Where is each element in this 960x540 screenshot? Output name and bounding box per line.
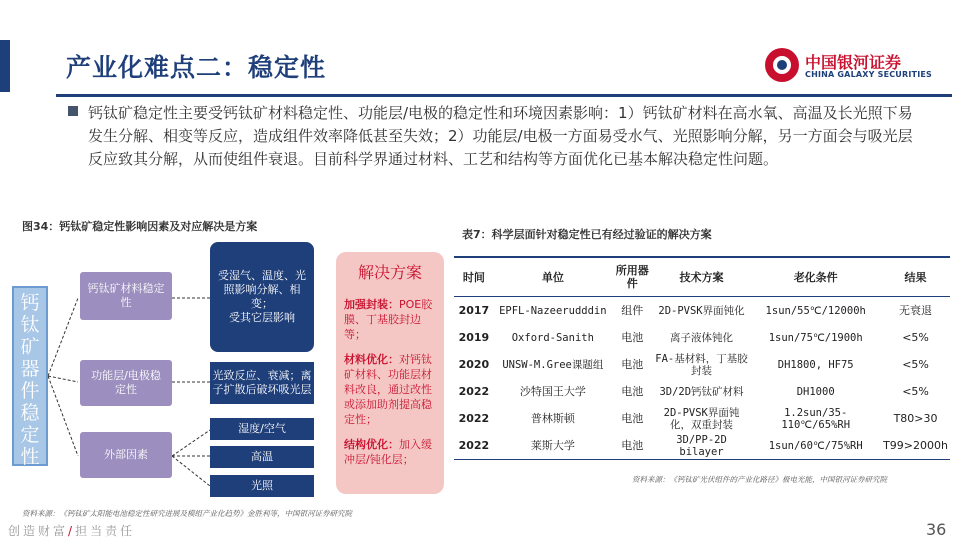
- cell-device: 组件: [621, 303, 644, 317]
- cell-institution: EPFL-Nazeerudddin: [499, 304, 607, 317]
- solution-material: 材料优化：对钙钛矿材料、功能层材料改良，通过改性或添加助剂提高稳定性；: [344, 353, 432, 426]
- cell-device: 电池: [621, 384, 644, 398]
- figure-title: 图34：钙钛矿稳定性影响因素及对应解决是方案: [22, 220, 258, 233]
- col-header-technique: 技术方案: [653, 257, 751, 297]
- cell-result: 无衰退: [899, 303, 933, 317]
- table-row: [454, 324, 950, 351]
- logo-name-cn: 中国银河证券: [805, 53, 902, 72]
- figure-source: 资料来源：《钙钛矿太阳能电池稳定性研究进展及模组产业化趋势》金胜利等，中国银河证券研究院: [22, 509, 352, 518]
- col-header-device: 所用器件: [612, 257, 653, 297]
- intro-paragraph: 钙钛矿稳定性主要受钙钛矿材料稳定性、功能层/电极的稳定性和环境因素影响：1）钙钛矿材料在高水氧、高温及长光照下易发生分解、相变等反应，造成组件效率降低甚至失效；2）功能层/电极一方面易受水气、光照影响分解，另一方面会与吸光层反应致其分解，从而使组件衰退。目前科学界通过材料、工艺和结构等方面优化已基本解决稳定性问题。: [88, 104, 913, 168]
- effect-light: 光照: [210, 475, 314, 497]
- cell-institution: 莱斯大学: [494, 432, 612, 460]
- cell-year: 2022: [454, 432, 494, 460]
- cell-year: 2017: [458, 303, 490, 317]
- cell-technique: 2D-PVSK界面钝化: [658, 304, 745, 317]
- cell-institution: 普林斯顿: [530, 411, 575, 425]
- table-row: [454, 297, 950, 325]
- factor-material-stability: 钙钛矿材料稳定性: [80, 272, 172, 320]
- page-number: 36: [926, 520, 947, 539]
- table-source: 资料来源：《钙钛矿光伏组件的产业化路径》极电光能，中国银河证券研究院: [632, 475, 887, 484]
- cell-aging: 1sun/55℃/12000h: [765, 304, 866, 317]
- cell-device: 电池: [621, 330, 644, 344]
- cell-technique: FA-基材料，丁基胶封装: [655, 352, 748, 377]
- cell-technique: 离子液体钝化: [670, 331, 733, 344]
- cell-aging: DH1800, HF75: [777, 358, 854, 371]
- solution-structure: 结构优化：加入缓冲层/钝化层；: [344, 438, 432, 466]
- table-title: 表7：科学层面针对稳定性已有经过验证的解决方案: [462, 228, 712, 241]
- cell-institution: Oxford-Sanith: [511, 331, 594, 344]
- cell-institution: UNSW-M.Gree课题组: [502, 358, 604, 371]
- col-header-year: 时间: [454, 257, 494, 297]
- effect-high-temp: 高温: [210, 446, 314, 468]
- cell-result: <5%: [902, 357, 929, 371]
- factor-layer-stability: 功能层/电极稳定性: [80, 360, 172, 406]
- cell-aging: 1sun/75℃/1900h: [768, 331, 863, 344]
- cell-year: 2020: [458, 357, 490, 371]
- solutions-table: [454, 256, 950, 460]
- effect-layer: 光致反应、衰减；离子扩散后破坏吸光层: [210, 362, 314, 404]
- logo-name-en: CHINA GALAXY SECURITIES: [805, 70, 932, 79]
- cell-year: 2019: [458, 330, 490, 344]
- col-header-result: 结果: [881, 257, 950, 297]
- table-row: [454, 432, 950, 460]
- cell-device: 电池: [621, 411, 644, 425]
- cell-aging: 1sun/60℃/75%RH: [750, 432, 881, 460]
- factor-external: 外部因素: [80, 432, 172, 478]
- cell-year: 2022: [458, 384, 490, 398]
- cell-institution: 沙特国王大学: [519, 384, 586, 398]
- cell-technique: 3D/PP-2D bilayer: [653, 432, 751, 460]
- footer-slogan: 创造财富/担当责任: [8, 524, 136, 538]
- cell-result: <5%: [902, 330, 929, 344]
- cell-result: <5%: [902, 384, 929, 398]
- table-row: [454, 378, 950, 405]
- root-node-device-stability: 钙钛矿器件稳定性: [12, 286, 48, 466]
- solutions-panel: [336, 252, 444, 494]
- cell-year: 2022: [458, 411, 490, 425]
- cell-result: T99>2000h: [881, 432, 950, 460]
- solution-encapsulation: 加强封装：POE胶膜、丁基胶封边等；: [344, 298, 433, 341]
- col-header-institution: 单位: [494, 257, 612, 297]
- solutions-title: 解决方案: [357, 263, 422, 282]
- cell-result: T80>30: [893, 411, 938, 425]
- table-header-row: [454, 257, 950, 297]
- col-header-aging: 老化条件: [750, 257, 881, 297]
- cell-technique: 3D/2D钙钛矿材料: [659, 385, 744, 398]
- effect-material: 受湿气、温度、光照影响分解、相变； 受其它层影响: [210, 242, 314, 352]
- cell-aging: 1.2sun/35-110℃/65%RH: [781, 406, 851, 431]
- table-row: [454, 405, 950, 432]
- cell-aging: DH1000: [796, 385, 835, 398]
- cell-device: 电池: [621, 357, 644, 371]
- effect-humidity: 湿度/空气: [210, 418, 314, 440]
- page-title: 产业化难点二：稳定性: [66, 53, 327, 82]
- table-row: [454, 351, 950, 378]
- cell-technique: 2D-PVSK界面钝化，双重封装: [663, 406, 740, 431]
- cell-device: 电池: [612, 432, 653, 460]
